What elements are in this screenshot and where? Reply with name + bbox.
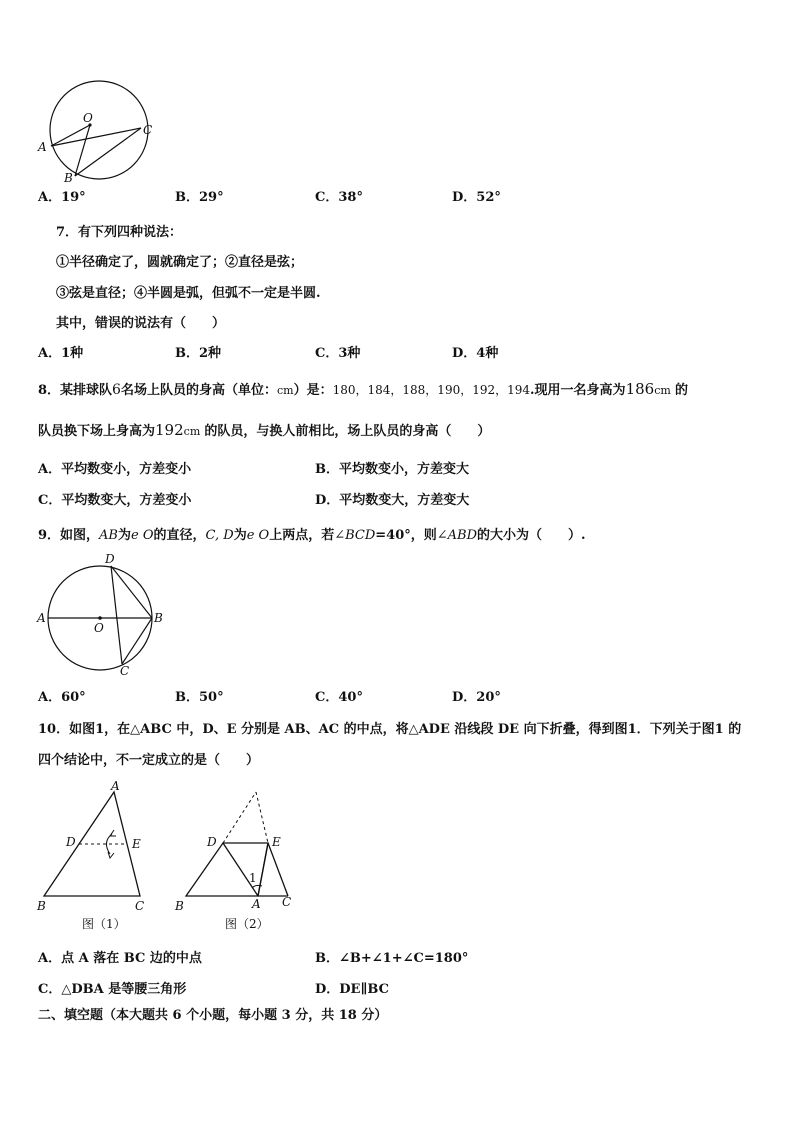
q9-text-4: 为 — [233, 528, 247, 543]
q9-circle-2: e O — [246, 528, 270, 543]
q6-option-c[interactable]: C．38° — [315, 190, 363, 205]
q7-option-b[interactable]: B．2种 — [175, 346, 222, 361]
q7-stem: 7．有下列四种说法： — [56, 225, 183, 240]
q9-circle-figure — [30, 548, 170, 680]
q9-cd: C, D — [205, 528, 234, 543]
q6-option-b[interactable]: B．29° — [175, 190, 224, 205]
q8-heights: 180，184，188，190，192，194 — [332, 383, 531, 397]
q10-fig2-label-e: E — [272, 835, 281, 849]
q8-stem-line-1 — [38, 379, 688, 398]
q9-text-2: 为 — [118, 528, 132, 543]
section-2-heading: 二、填空题（本大题共 6 个小题，每小题 3 分，共 18 分） — [38, 1008, 388, 1023]
q8-option-b[interactable]: B．平均数变小，方差变大 — [315, 462, 469, 477]
q9-ab: AB — [99, 528, 118, 543]
q10-option-d[interactable]: D．DE∥BC — [315, 982, 389, 997]
q10-option-a[interactable]: A．点 A 落在 BC 边的中点 — [38, 951, 202, 966]
q8-text-2: 名场上队员的身高（单位： — [120, 383, 277, 398]
q8-team-size: 6 — [112, 382, 121, 398]
q10-fig2-label-1: 1 — [249, 871, 257, 885]
q9-label-d: D — [105, 552, 115, 566]
q9-option-c[interactable]: C．40° — [315, 690, 363, 705]
q10-figure-1 — [30, 776, 160, 936]
q6-circle-figure — [30, 70, 160, 185]
q10-fig2-label-a: A — [252, 897, 261, 911]
q9-label-b: B — [154, 611, 163, 625]
q6-option-a[interactable]: A．19° — [38, 190, 86, 205]
q9-text-5: 上两点，若 — [269, 528, 335, 543]
q8-option-d[interactable]: D．平均数变大，方差变大 — [315, 493, 470, 508]
q7-option-c[interactable]: C．3种 — [315, 346, 361, 361]
q9-text-3: 的直径， — [153, 528, 206, 543]
q7-line-2: ③弦是直径；④半圆是弧，但弧不一定是半圆. — [56, 286, 321, 301]
q9-text-7: 的大小为（ ）. — [477, 528, 586, 543]
q7-line-3: 其中，错误的说法有（ ） — [56, 316, 226, 331]
q8-option-a[interactable]: A．平均数变小，方差变小 — [38, 462, 192, 477]
q8-stem-line-2 — [38, 420, 490, 439]
q10-fig1-label-d: D — [66, 835, 76, 849]
q8-text-6: 队员换下场上身高为 — [38, 424, 156, 439]
q8-text-4: .现用一名身高为 — [530, 383, 626, 398]
q10-option-b[interactable]: B．∠B+∠1+∠C=180° — [315, 951, 469, 966]
q8-text-3: ）是： — [293, 383, 333, 398]
q10-figure-2 — [170, 776, 300, 936]
q9-label-c: C — [120, 664, 130, 678]
q10-fig1-label-b: B — [37, 899, 46, 913]
q9-label-a: A — [37, 611, 46, 625]
q8-unit: cm — [276, 384, 294, 397]
q9-stem — [38, 524, 586, 543]
q10-fig1-caption: 图（1） — [82, 917, 126, 931]
q8-option-c[interactable]: C．平均数变大，方差变小 — [38, 493, 192, 508]
q9-circle-1: e O — [131, 528, 154, 543]
q10-fig1-label-e: E — [132, 837, 141, 851]
q8-unit-2: cm — [654, 384, 671, 397]
q9-text-6: =40°，则 — [375, 528, 437, 543]
q10-fig2-caption: 图（2） — [225, 917, 269, 931]
q10-stem-line-1: 10．如图1，在△ABC 中，D、E 分别是 AB、AC 的中点，将△ADE 沿线段 DE 向下折叠，得到图1．下列关于图1 的 — [38, 722, 742, 737]
q6-label-c: C — [143, 123, 153, 137]
q6-option-d[interactable]: D．52° — [452, 190, 501, 205]
q7-option-d[interactable]: D．4种 — [452, 346, 499, 361]
q8-height-in: 186 — [625, 380, 655, 398]
q6-label-b: B — [64, 171, 73, 185]
q9-text-1: 9．如图， — [38, 528, 100, 543]
q8-text-1: 8．某排球队 — [38, 383, 113, 398]
q10-fig1-label-c: C — [135, 899, 145, 913]
q9-option-b[interactable]: B．50° — [175, 690, 224, 705]
q10-fig1-label-a: A — [111, 779, 120, 793]
q6-label-a: A — [38, 140, 47, 154]
q8-height-out: 192 — [155, 421, 184, 439]
q8-text-7: 的队员，与换人前相比，场上队员的身高（ ） — [204, 424, 491, 439]
q10-fig2-label-c: C — [282, 895, 292, 909]
q10-stem-line-2: 四个结论中，不一定成立的是（ ） — [38, 753, 260, 768]
q10-fig2-label-d: D — [207, 835, 217, 849]
q9-angle-bcd: ∠BCD — [334, 528, 376, 543]
q7-option-a[interactable]: A．1种 — [38, 346, 84, 361]
q9-option-a[interactable]: A．60° — [38, 690, 86, 705]
q6-label-o: O — [83, 111, 93, 125]
q7-line-1: ①半径确定了，圆就确定了；②直径是弦； — [56, 255, 304, 270]
q8-unit-3: cm — [183, 425, 201, 438]
q9-angle-abd: ∠ABD — [436, 528, 478, 543]
q10-option-c[interactable]: C．△DBA 是等腰三角形 — [38, 982, 187, 997]
q8-text-5: 的 — [674, 383, 688, 398]
q9-label-o: O — [94, 621, 104, 635]
q10-fig2-label-b: B — [175, 899, 184, 913]
q9-option-d[interactable]: D．20° — [452, 690, 501, 705]
